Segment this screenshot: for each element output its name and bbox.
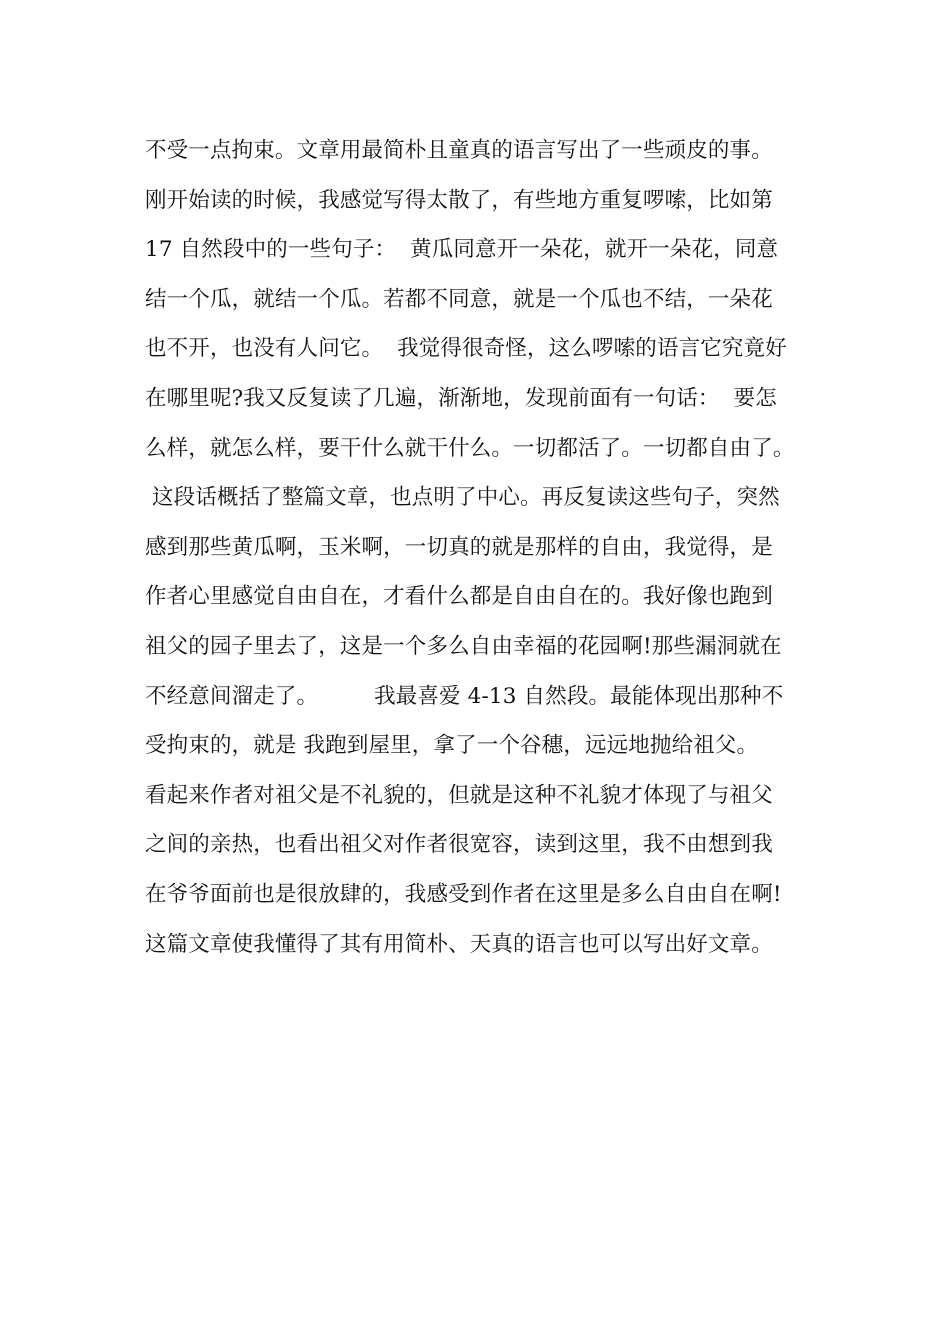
text-line-11: 祖父的园子里去了，这是一个多么自由幸福的花园啊!那些漏洞就在 bbox=[145, 633, 782, 659]
text-line-5: 也不开，也没有人问它。 我觉得很奇怪，这么啰嗦的语言它究竟好 bbox=[145, 336, 787, 362]
text-line-13: 受拘束的，就是 我跑到屋里，拿了一个谷穗，远远地抛给祖父。 bbox=[145, 733, 759, 759]
text-line-8: 这段话概括了整篇文章，也点明了中心。再反复读这些句子，突然 bbox=[145, 485, 780, 511]
text-line-6: 在哪里呢?我又反复读了几遍，渐渐地，发现前面有一句话： 要怎 bbox=[145, 385, 777, 411]
essay-body bbox=[145, 126, 845, 969]
text-line-9: 感到那些黄瓜啊，玉米啊，一切真的就是那样的自由，我觉得，是 bbox=[145, 534, 773, 560]
text-line-12: 不经意间溜走了。 我最喜爱 4-13 自然段。最能体现出那种不 bbox=[145, 683, 784, 709]
text-line-10: 作者心里感觉自由自在，才看什么都是自由自在的。我好像也跑到 bbox=[145, 584, 773, 610]
text-line-3: 17 自然段中的一些句子： 黄瓜同意开一朵花，就开一朵花，同意 bbox=[145, 237, 779, 263]
text-line-1: 不受一点拘束。文章用最简朴且童真的语言写出了一些顽皮的事。 bbox=[145, 138, 773, 163]
text-line-14: 看起来作者对祖父是不礼貌的，但就是这种不礼貌才体现了与祖父 bbox=[145, 782, 773, 808]
text-line-4: 结一个瓜，就结一个瓜。若都不同意，就是一个瓜也不结，一朵花 bbox=[145, 286, 773, 312]
text-line-7: 么样，就怎么样，要干什么就干什么。一切都活了。一切都自由了。 bbox=[145, 435, 795, 461]
text-line-16: 在爷爷面前也是很放肆的，我感受到作者在这里是多么自由自在啊! bbox=[145, 881, 782, 907]
text-line-15: 之间的亲热，也看出祖父对作者很宽容，读到这里，我不由想到我 bbox=[145, 832, 773, 858]
text-line-17: 这篇文章使我懂得了其有用简朴、天真的语言也可以写出好文章。 bbox=[145, 931, 773, 957]
text-line-2: 刚开始读的时候，我感觉写得太散了，有些地方重复啰嗦，比如第 bbox=[145, 187, 773, 213]
